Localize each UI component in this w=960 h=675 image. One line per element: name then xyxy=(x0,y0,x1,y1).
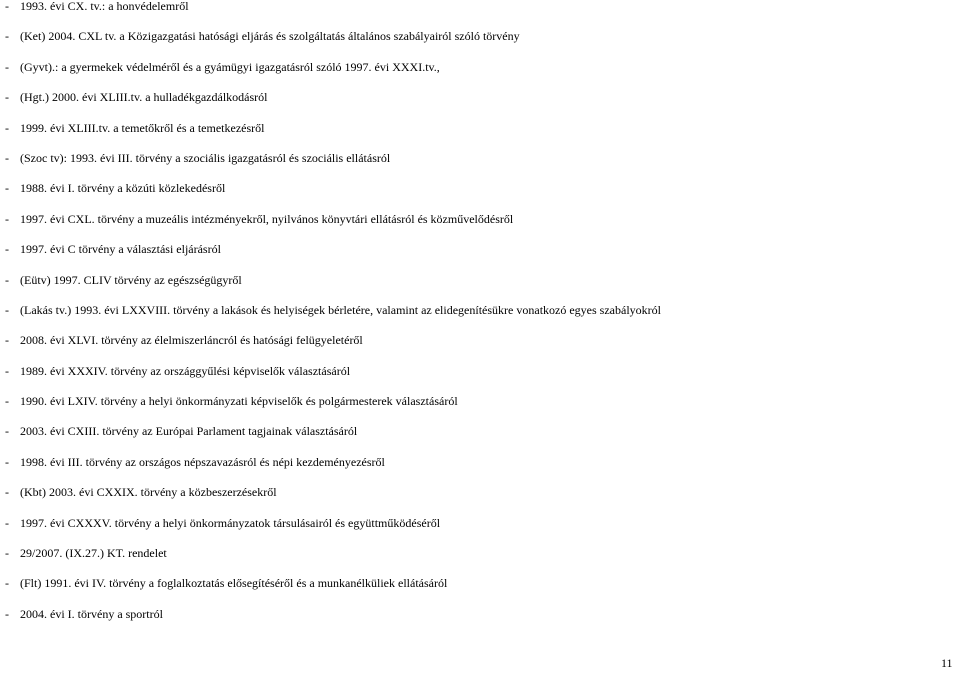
list-item xyxy=(5,452,945,482)
list-item-text: 1990. évi LXIV. törvény a helyi önkormányzati képviselők és polgármesterek választásáról xyxy=(20,394,458,409)
list-item xyxy=(5,421,945,451)
list-dash: - xyxy=(5,515,9,530)
list-item-text: 1999. évi XLIII.tv. a temetőkről és a temetkezésről xyxy=(20,120,265,135)
list-item-text: (Gyvt).: a gyermekek védelméről és a gyámügyi igazgatásról szóló 1997. évi XXXI.tv., xyxy=(20,59,440,74)
list-item-text: 1997. évi C törvény a választási eljárásról xyxy=(20,242,221,257)
list-item xyxy=(5,573,945,603)
list-dash: - xyxy=(5,424,9,439)
list-dash: - xyxy=(5,333,9,348)
list-dash: - xyxy=(5,272,9,287)
list-item-text: 29/2007. (IX.27.) KT. rendelet xyxy=(20,546,167,561)
law-list xyxy=(5,0,945,631)
list-item xyxy=(5,26,945,56)
list-item-text: 1997. évi CXXXV. törvény a helyi önkormányzatok társulásairól és együttműködéséről xyxy=(20,515,441,530)
list-dash: - xyxy=(5,120,9,135)
list-item xyxy=(5,148,945,178)
list-dash: - xyxy=(5,302,9,317)
list-item-text: (Flt) 1991. évi IV. törvény a foglalkoztatás elősegítéséről és a munkanélküliek ellátásáról xyxy=(20,576,448,591)
list-item-text: 1998. évi III. törvény az országos népszavazásról és népi kezdeményezésről xyxy=(20,454,385,469)
list-item xyxy=(5,513,945,543)
list-item xyxy=(5,330,945,360)
list-dash: - xyxy=(5,546,9,561)
list-item xyxy=(5,178,945,208)
list-item xyxy=(5,87,945,117)
list-item-text: (Kbt) 2003. évi CXXIX. törvény a közbeszerzésekről xyxy=(20,485,277,500)
list-item-text: 1993. évi CX. tv.: a honvédelemről xyxy=(20,0,189,13)
list-item xyxy=(5,57,945,87)
list-item xyxy=(5,482,945,512)
list-dash: - xyxy=(5,363,9,378)
list-item-text: 1988. évi I. törvény a közúti közlekedésről xyxy=(20,181,226,196)
list-dash: - xyxy=(5,181,9,196)
list-dash: - xyxy=(5,394,9,409)
list-item xyxy=(5,270,945,300)
list-dash: - xyxy=(5,59,9,74)
list-item xyxy=(5,391,945,421)
list-item xyxy=(5,543,945,573)
list-item-text: 2003. évi CXIII. törvény az Európai Parlament tagjainak választásáról xyxy=(20,424,358,439)
list-dash: - xyxy=(5,454,9,469)
list-item xyxy=(5,300,945,330)
list-item-text: (Hgt.) 2000. évi XLIII.tv. a hulladékgazdálkodásról xyxy=(20,90,268,105)
list-item xyxy=(5,361,945,391)
list-item xyxy=(5,604,945,631)
list-dash: - xyxy=(5,29,9,44)
list-item-text: 2004. évi I. törvény a sportról xyxy=(20,606,163,621)
list-dash: - xyxy=(5,485,9,500)
list-item-text: (Eütv) 1997. CLIV törvény az egészségügyről xyxy=(20,272,242,287)
list-item-text: (Ket) 2004. CXL tv. a Közigazgatási hatósági eljárás és szolgáltatás általános szabályairól szóló törvény xyxy=(20,29,520,44)
list-dash: - xyxy=(5,90,9,105)
list-dash: - xyxy=(5,606,9,621)
list-item-text: (Szoc tv): 1993. évi III. törvény a szociális igazgatásról és szociális ellátásról xyxy=(20,150,391,165)
page-number: 11 xyxy=(941,656,953,670)
list-item-text: (Lakás tv.) 1993. évi LXXVIII. törvény a lakások és helyiségek bérletére, valamint az elidegenítésükre vonatkozó egyes szabályokról xyxy=(20,302,661,317)
list-dash: - xyxy=(5,242,9,257)
list-item-text: 2008. évi XLVI. törvény az élelmiszerláncról és hatósági felügyeletéről xyxy=(20,333,363,348)
list-dash: - xyxy=(5,211,9,226)
list-item-text: 1997. évi CXL. törvény a muzeális intézményekről, nyilvános könyvtári ellátásról és közművelődésről xyxy=(20,211,514,226)
list-item xyxy=(5,0,945,26)
list-dash: - xyxy=(5,576,9,591)
list-dash: - xyxy=(5,150,9,165)
list-item xyxy=(5,209,945,239)
list-item xyxy=(5,118,945,148)
list-item xyxy=(5,239,945,269)
list-item-text: 1989. évi XXXIV. törvény az országgyűlési képviselők választásáról xyxy=(20,363,351,378)
list-dash: - xyxy=(5,0,9,13)
